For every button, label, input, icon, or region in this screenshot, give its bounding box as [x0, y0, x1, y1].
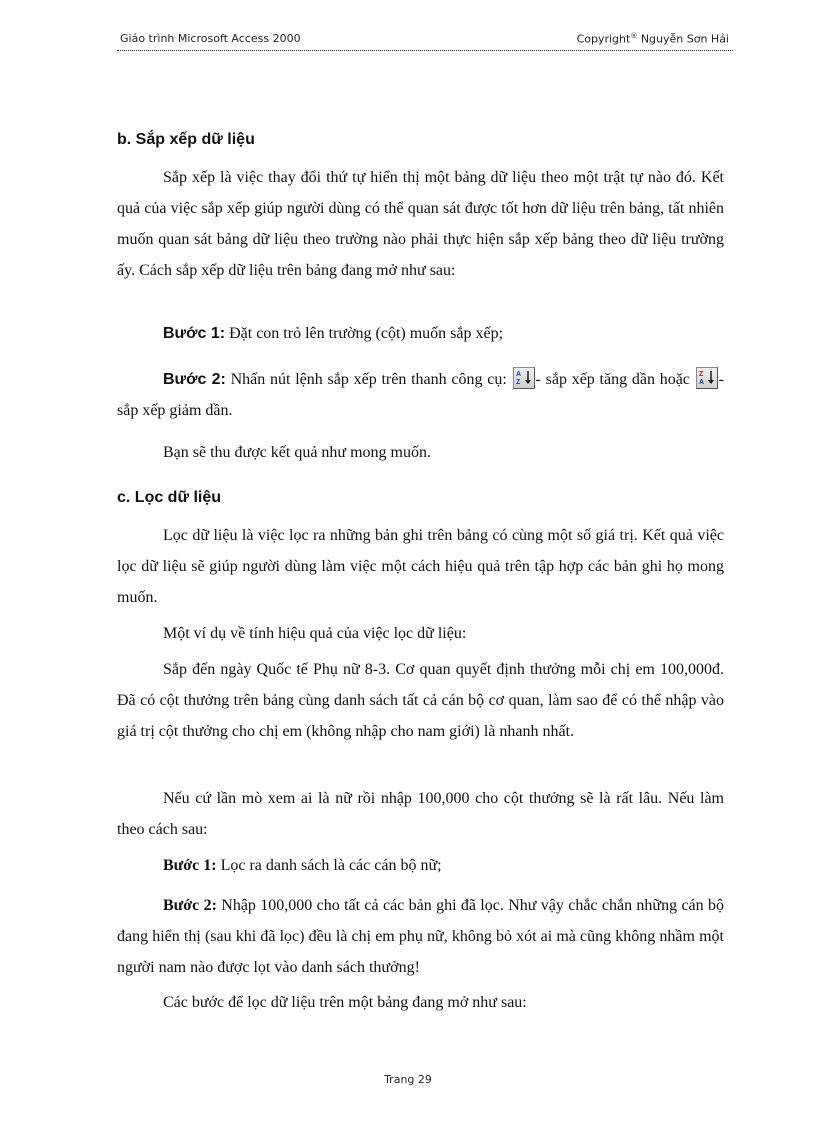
step-text: - sắp xếp giảm dần.: [117, 371, 724, 419]
section-c-heading: c. Lọc dữ liệu: [117, 489, 222, 506]
step-text: Nhập 100,000 cho tất cả các bản ghi đã lọc. Như vậy chắc chắn những cán bộ đang hiển thị (sau khi đã lọc) đều là chị em phụ nữ, không bỏ xót ai mà cũng không nhầm một người nam nào được lọt vào danh sách thưởng!: [117, 897, 725, 976]
section-c-step2: [117, 890, 724, 983]
step-text: Lọc ra danh sách là các cán bộ nữ;: [216, 857, 442, 874]
step-label: Bước 2:: [163, 371, 226, 388]
section-c-p3: Sắp đến ngày Quốc tế Phụ nữ 8-3. Cơ quan quyết định thưởng mỗi chị em 100,000đ. Đã có cột thưởng trên bảng cùng danh sách tất cả cán bộ cơ quan, làm sao để có thể nhập vào giá trị cột thưởng cho chị em (không nhập cho nam giới) là nhanh nhất.: [117, 661, 724, 740]
header-title: Giáo trình Microsoft Access 2000: [120, 32, 301, 45]
section-c-p2: Một ví dụ về tính hiệu quả của việc lọc dữ liệu:: [163, 625, 467, 642]
step-text: Đặt con trỏ lên trường (cột) muốn sắp xếp;: [225, 325, 504, 342]
svg-text:A: A: [515, 371, 521, 378]
header-copyright: [577, 32, 729, 46]
section-c-p1: Lọc dữ liệu là việc lọc ra những bản ghi trên bảng có cùng một số giá trị. Kết quả việc lọc dữ liệu sẽ giúp người dùng làm việc một cách hiệu quả trên tập hợp các bản ghi họ mong muốn.: [117, 527, 724, 606]
section-b-step2: [117, 364, 724, 426]
registered-mark: ®: [630, 32, 638, 40]
section-c-p5: Các bước để lọc dữ liệu trên một bảng đang mở như sau:: [163, 994, 527, 1011]
svg-text:Z: Z: [698, 371, 703, 378]
sort-ascending-icon[interactable]: [513, 367, 535, 389]
section-b-intro: Sắp xếp là việc thay đổi thứ tự hiển thị một bảng dữ liệu theo một trật tự nào đó. Kết quả của việc sắp xếp giúp người dùng có thể quan sát được tốt hơn dữ liệu trên bảng, tất nhiên muốn quan sát bảng dữ liệu theo trường nào phải thực hiện sắp xếp bảng theo dữ liệu trường ấy. Cách sắp xếp dữ liệu trên bảng đang mở như sau:: [117, 169, 724, 279]
section-b-heading: b. Sắp xếp dữ liệu: [117, 131, 255, 148]
section-b-step1: [117, 318, 724, 349]
step-label: Bước 2:: [163, 897, 217, 914]
section-c-p4: Nếu cứ lần mò xem ai là nữ rồi nhập 100,000 cho cột thưởng sẽ là rất lâu. Nếu làm theo cách sau:: [117, 790, 724, 838]
page-header: [117, 32, 733, 51]
section-b-result: Bạn sẽ thu được kết quả như mong muốn.: [163, 444, 431, 461]
page-number: Trang 29: [384, 1073, 432, 1086]
step-text: - sắp xếp tăng dần hoặc: [535, 371, 695, 388]
svg-text:A: A: [698, 379, 704, 386]
step-text: Nhấn nút lệnh sắp xếp trên thanh công cụ:: [225, 371, 512, 388]
svg-text:Z: Z: [515, 379, 520, 386]
step-label: Bước 1:: [163, 325, 226, 342]
step-label: Bước 1:: [163, 857, 217, 874]
section-c-step1: [117, 850, 724, 881]
sort-descending-icon[interactable]: [696, 367, 718, 389]
copyright-label: Copyright: [576, 32, 631, 46]
author-name: Nguyễn Sơn Hải: [640, 32, 729, 46]
